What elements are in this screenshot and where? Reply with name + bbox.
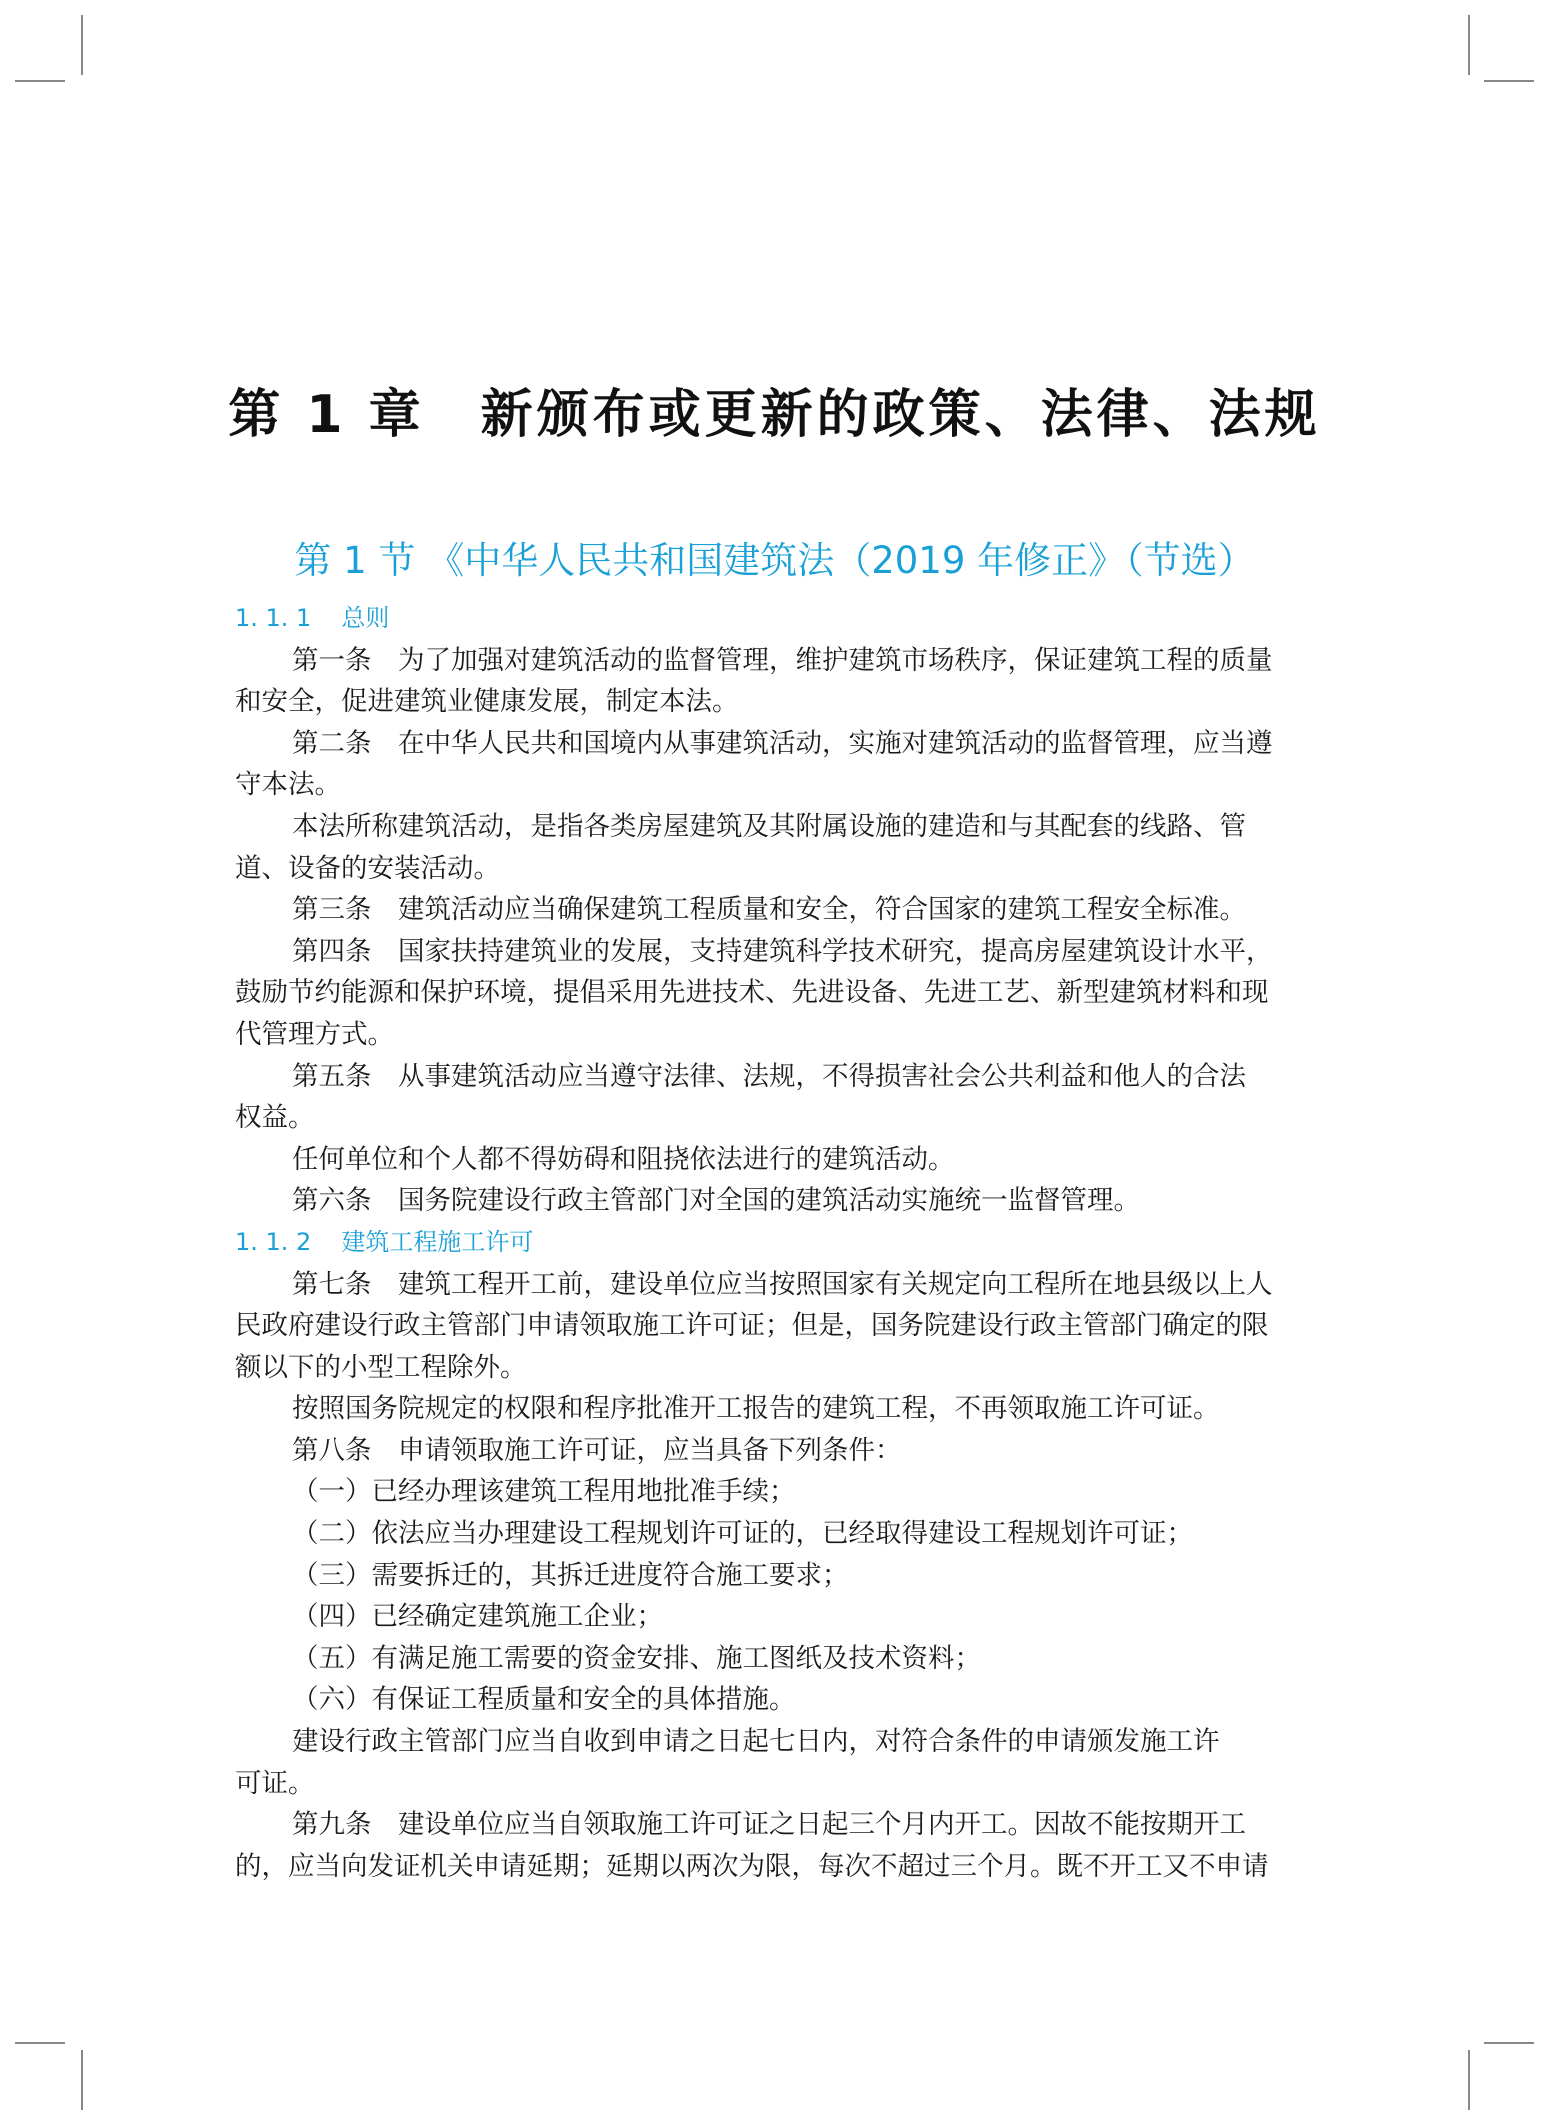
- paragraph-line: （六）有保证工程质量和安全的具体措施。: [292, 1684, 796, 1716]
- paragraph-line: 建设行政主管部门应当自收到申请之日起七日内，对符合条件的申请颁发施工许: [292, 1726, 1220, 1758]
- subsection-heading: [235, 1222, 1327, 1264]
- paragraph-line: 道、设备的安装活动。: [235, 852, 500, 884]
- paragraph-line: 任何单位和个人都不得妨碍和阻挠依法进行的建筑活动。: [292, 1143, 955, 1175]
- section-title: 第 1 节 《中华人民共和国建筑法（2019 年修正》（节选）: [294, 539, 1255, 582]
- crop-mark: [81, 2050, 83, 2110]
- paragraph-line: 鼓励节约能源和保护环境，提倡采用先进技术、先进设备、先进工艺、新型建筑材料和现: [235, 977, 1269, 1009]
- paragraph-line: 第二条 在中华人民共和国境内从事建筑活动，实施对建筑活动的监督管理，应当遵: [292, 727, 1273, 759]
- crop-mark: [15, 80, 65, 82]
- document-body: [235, 598, 1327, 1887]
- paragraph-line: （四）已经确定建筑施工企业；: [292, 1601, 663, 1633]
- crop-mark: [1484, 2042, 1534, 2044]
- crop-mark: [15, 2042, 65, 2044]
- crop-mark: [1468, 2050, 1470, 2110]
- paragraph-line: 代管理方式。: [235, 1018, 394, 1050]
- paragraph-line: 第一条 为了加强对建筑活动的监督管理，维护建筑市场秩序，保证建筑工程的质量: [292, 644, 1273, 676]
- crop-mark: [1468, 15, 1470, 75]
- crop-mark: [1484, 80, 1534, 82]
- crop-mark: [81, 15, 83, 75]
- paragraph-line: 民政府建设行政主管部门申请领取施工许可证；但是，国务院建设行政主管部门确定的限: [235, 1310, 1269, 1342]
- paragraph-line: 守本法。: [235, 769, 341, 801]
- paragraph-line: 按照国务院规定的权限和程序批准开工报告的建筑工程，不再领取施工许可证。: [292, 1393, 1220, 1425]
- paragraph-line: 权益。: [235, 1102, 315, 1134]
- subsection-number: 1. 1. 1: [235, 604, 312, 632]
- subsection-title: 建筑工程施工许可: [341, 1227, 534, 1256]
- paragraph-line: 第五条 从事建筑活动应当遵守法律、法规，不得损害社会公共利益和他人的合法: [292, 1060, 1246, 1092]
- paragraph-line: 第九条 建设单位应当自领取施工许可证之日起三个月内开工。因故不能按期开工: [292, 1809, 1246, 1841]
- chapter-title: 第 1 章 新颁布或更新的政策、法律、法规: [228, 385, 1321, 445]
- paragraph-line: 第八条 申请领取施工许可证，应当具备下列条件：: [292, 1434, 902, 1466]
- paragraph-line: 第七条 建筑工程开工前，建设单位应当按照国家有关规定向工程所在地县级以上人: [292, 1268, 1273, 1300]
- paragraph-line: （二）依法应当办理建设工程规划许可证的，已经取得建设工程规划许可证；: [292, 1518, 1193, 1550]
- subsection-heading: [235, 598, 1327, 640]
- paragraph-line: 第四条 国家扶持建筑业的发展，支持建筑科学技术研究，提高房屋建筑设计水平，: [292, 935, 1273, 967]
- paragraph-line: 可证。: [235, 1767, 315, 1799]
- paragraph-line: （一）已经办理该建筑工程用地批准手续；: [292, 1476, 796, 1508]
- paragraph-line: 额以下的小型工程除外。: [235, 1351, 527, 1383]
- paragraph-line: （五）有满足施工需要的资金安排、施工图纸及技术资料；: [292, 1642, 981, 1674]
- paragraph-line: 第六条 国务院建设行政主管部门对全国的建筑活动实施统一监督管理。: [292, 1185, 1140, 1217]
- paragraph-line: 的，应当向发证机关申请延期；延期以两次为限，每次不超过三个月。既不开工又不申请: [235, 1850, 1269, 1882]
- paragraph-line: 本法所称建筑活动，是指各类房屋建筑及其附属设施的建造和与其配套的线路、管: [292, 810, 1246, 842]
- paragraph-line: 和安全，促进建筑业健康发展，制定本法。: [235, 686, 739, 718]
- paragraph-line: （三）需要拆迁的，其拆迁进度符合施工要求；: [292, 1559, 849, 1591]
- paragraph-line: 第三条 建筑活动应当确保建筑工程质量和安全，符合国家的建筑工程安全标准。: [292, 894, 1246, 926]
- subsection-number: 1. 1. 2: [235, 1227, 312, 1256]
- subsection-title: 总则: [341, 604, 390, 632]
